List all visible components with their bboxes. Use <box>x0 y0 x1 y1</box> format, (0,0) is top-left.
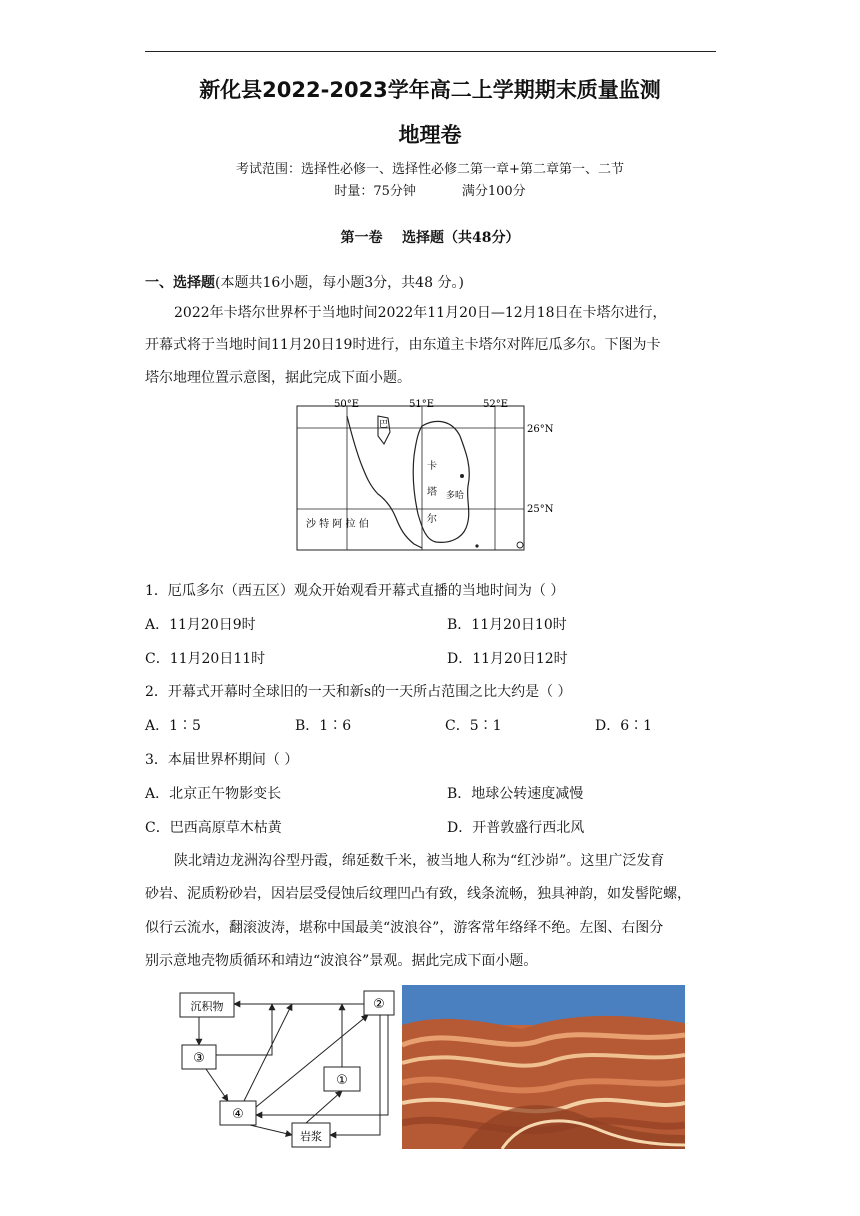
section-title: 第一卷 选择题（共48分） <box>340 230 520 246</box>
country-char-3: 尔 <box>427 514 437 525</box>
q2-stem: 2．开幕式开幕时全球旧的一天和新s的一天所占范围之比大约是（ ） <box>145 684 572 700</box>
intro2-line4: 别示意地壳物质循环和靖边“波浪谷”景观。据此完成下面小题。 <box>145 953 538 969</box>
q2-option-c[interactable]: C．5∶1 <box>445 718 502 734</box>
arrow-magma-to-1 <box>306 1091 342 1123</box>
islet-dot <box>475 544 478 547</box>
q1-option-c[interactable]: C．11月20日11时 <box>145 651 266 667</box>
country-char-2: 塔 <box>427 487 437 498</box>
part-heading-rest: (本题共16小题，每小题3分，共48 分。) <box>215 275 464 291</box>
q3-option-c[interactable]: C．巴西高原草木枯黄 <box>145 820 282 836</box>
doha-dot <box>460 474 464 478</box>
rock-cycle-diagram <box>168 985 398 1150</box>
arrow-2-to-4 <box>256 1015 388 1115</box>
islet-ring <box>517 542 523 548</box>
label-3: ③ <box>193 1051 205 1066</box>
intro2-line2: 砂岩、泥质粉砂岩，因岩层受侵蚀后纹理凹凸有致，线条流畅，独具神韵，如发髻陀螺， <box>145 886 691 902</box>
label-magma: 岩浆 <box>300 1130 322 1143</box>
exam-time-score <box>0 180 860 199</box>
country-char-1: 卡 <box>427 461 437 472</box>
wave-valley-image <box>402 985 685 1149</box>
q1-stem: 1．厄瓜多尔（西五区）观众开始观看开幕式直播的当地时间为（ ） <box>145 583 565 599</box>
label-1: ① <box>336 1073 348 1088</box>
exam-time: 时量：75分钟 <box>334 184 416 199</box>
lat-label-26: 26°N <box>527 424 554 435</box>
q3-stem: 3．本届世界杯期间（ ） <box>145 752 299 768</box>
intro1-line2: 开幕式将于当地时间11月20日19时进行，由东道主卡塔尔对阵厄瓜多尔。下图为卡 <box>145 337 661 353</box>
intro1-line3: 塔尔地理位置示意图，据此完成下面小题。 <box>145 370 411 386</box>
bahrain-label: 巴 <box>379 420 389 430</box>
q2-option-d[interactable]: D．6∶1 <box>595 718 653 734</box>
lat-label-25: 25°N <box>527 504 554 515</box>
lon-label-52: 52°E <box>483 399 509 410</box>
arrow-4-to-2 <box>256 1015 368 1107</box>
q3-option-b[interactable]: B．地球公转速度减慢 <box>447 786 584 802</box>
lon-label-51: 51°E <box>409 399 435 410</box>
intro2-line3: 似行云流水，翻滚波涛，堪称中国最美“波浪谷”，游客常年络绎不绝。左图、右图分 <box>145 920 664 936</box>
exam-score: 满分100分 <box>461 184 526 199</box>
header-rule <box>145 51 716 52</box>
saudi-label: 沙 特 阿 拉 伯 <box>306 519 369 530</box>
q3-option-d[interactable]: D．开普敦盛行西北风 <box>447 820 585 836</box>
intro2-line1: 陕北靖边龙洲沟谷型丹霞，绵延数千米，被当地人称为“红沙峁”。这里广泛发育 <box>174 853 665 869</box>
qatar-location-map <box>296 396 562 554</box>
lon-label-50: 50°E <box>334 399 360 410</box>
exam-title: 新化县2022-2023学年高二上学期期末质量监测 <box>199 78 661 102</box>
wave-valley-photo <box>402 985 685 1149</box>
intro1-line1: 2022年卡塔尔世界杯于当地时间2022年11月20日—12月18日在卡塔尔进行， <box>174 305 667 321</box>
q2-option-a[interactable]: A．1∶5 <box>145 718 201 734</box>
part-heading-bold: 一、选择题 <box>145 275 215 291</box>
arrow-4-up <box>244 1004 292 1101</box>
q1-option-a[interactable]: A．11月20日9时 <box>145 617 256 633</box>
label-sediment: 沉积物 <box>190 1000 224 1013</box>
exam-subtitle: 地理卷 <box>398 123 462 147</box>
q2-option-b[interactable]: B．1∶6 <box>295 718 352 734</box>
label-2: ② <box>373 997 385 1012</box>
q3-option-a[interactable]: A．北京正午物影变长 <box>145 786 282 802</box>
part-heading <box>145 272 464 292</box>
arrow-4-to-magma <box>250 1125 292 1135</box>
label-4: ④ <box>232 1107 244 1122</box>
q1-option-b[interactable]: B．11月20日10时 <box>447 617 567 633</box>
arrow-3-to-4 <box>206 1069 228 1101</box>
exam-scope: 考试范围：选择性必修一、选择性必修二第一章+第二章第一、二节 <box>236 162 624 177</box>
q1-option-d[interactable]: D．11月20日12时 <box>447 651 568 667</box>
doha-label: 多哈 <box>446 491 465 501</box>
